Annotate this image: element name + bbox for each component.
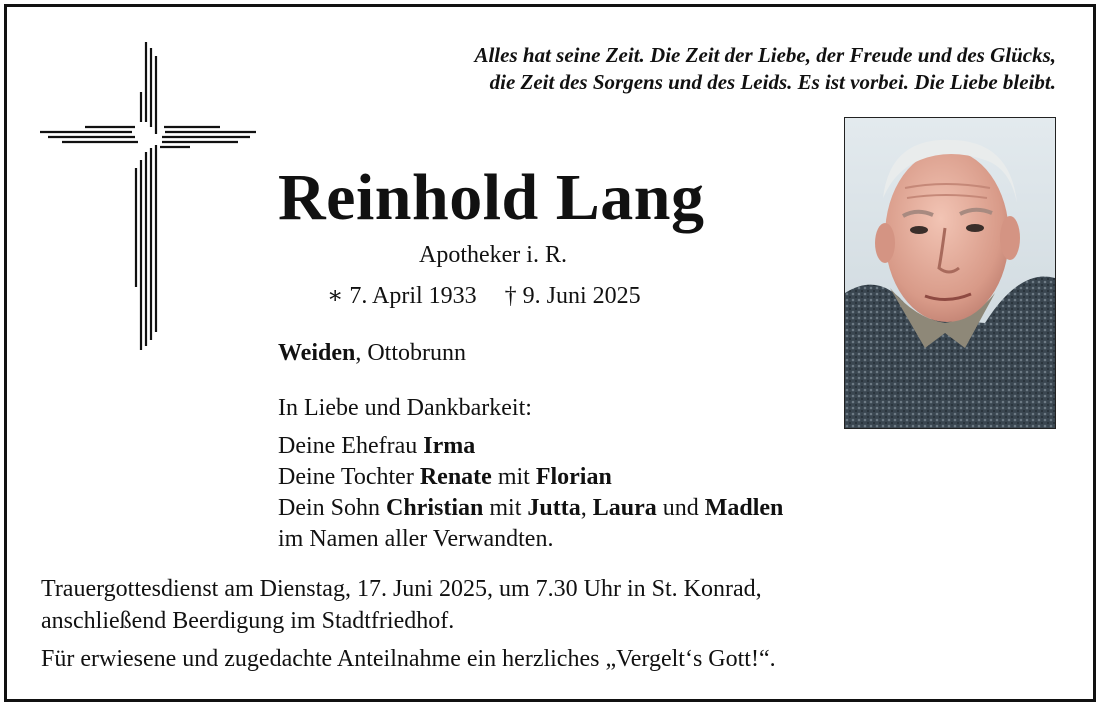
connector-text: mit [491, 464, 536, 490]
portrait-image [845, 118, 1055, 428]
funeral-service-info [41, 573, 762, 637]
mourner-line: im Namen aller Verwandten. [278, 526, 554, 552]
service-line: Trauergottesdienst am Dienstag, 17. Juni 2025, um 7.30 Uhr in St. Konrad, [41, 576, 762, 602]
gratitude-text: Für erwiesene und zugedachte Anteilnahme ein herzliches „Vergelt‘s Gott!“. [41, 646, 776, 672]
mourner-line [278, 493, 783, 524]
mourner-name: Madlen [704, 495, 784, 521]
cross-icon [40, 42, 260, 354]
deceased-profession: Apotheker i. R. [419, 242, 567, 268]
connector-text: und [656, 495, 705, 521]
mourner-name: Renate [419, 464, 492, 490]
quote-line: die Zeit des Sorgens und des Leids. Es ist vorbei. Die Liebe bleibt. [489, 70, 1056, 94]
birth-date: 7. April 1933 [349, 283, 477, 309]
mourner-name: Christian [386, 495, 484, 521]
relation-text: Deine Tochter [278, 464, 420, 490]
birth-symbol: ∗ [327, 283, 344, 309]
mourner-name: Laura [592, 495, 657, 521]
life-dates [327, 281, 641, 311]
death-date: 9. Juni 2025 [522, 283, 641, 309]
thanks-heading: In Liebe und Dankbarkeit: [278, 395, 532, 421]
mourner-name: Jutta [527, 495, 581, 521]
portrait-photo [844, 117, 1056, 429]
mourner-name: Irma [423, 433, 476, 459]
mourner-name: Florian [535, 464, 612, 490]
relation-text: Deine Ehefrau [278, 433, 424, 459]
relation-text: Dein Sohn [278, 495, 386, 521]
mourner-line [278, 431, 783, 462]
service-line: anschließend Beerdigung im Stadtfriedhof. [41, 608, 455, 634]
connector-text: , [580, 495, 593, 521]
residence-rest: , Ottobrunn [355, 340, 467, 366]
epigraph-quote [474, 42, 1056, 96]
death-symbol: † [504, 283, 517, 309]
connector-text: mit [483, 495, 528, 521]
residence [278, 338, 466, 368]
residence-primary: Weiden [278, 340, 356, 366]
quote-line: Alles hat seine Zeit. Die Zeit der Liebe, der Freude und des Glücks, [474, 43, 1056, 67]
deceased-name: Reinhold Lang [278, 161, 705, 234]
mourners-list [278, 431, 783, 555]
mourner-line [278, 462, 783, 493]
